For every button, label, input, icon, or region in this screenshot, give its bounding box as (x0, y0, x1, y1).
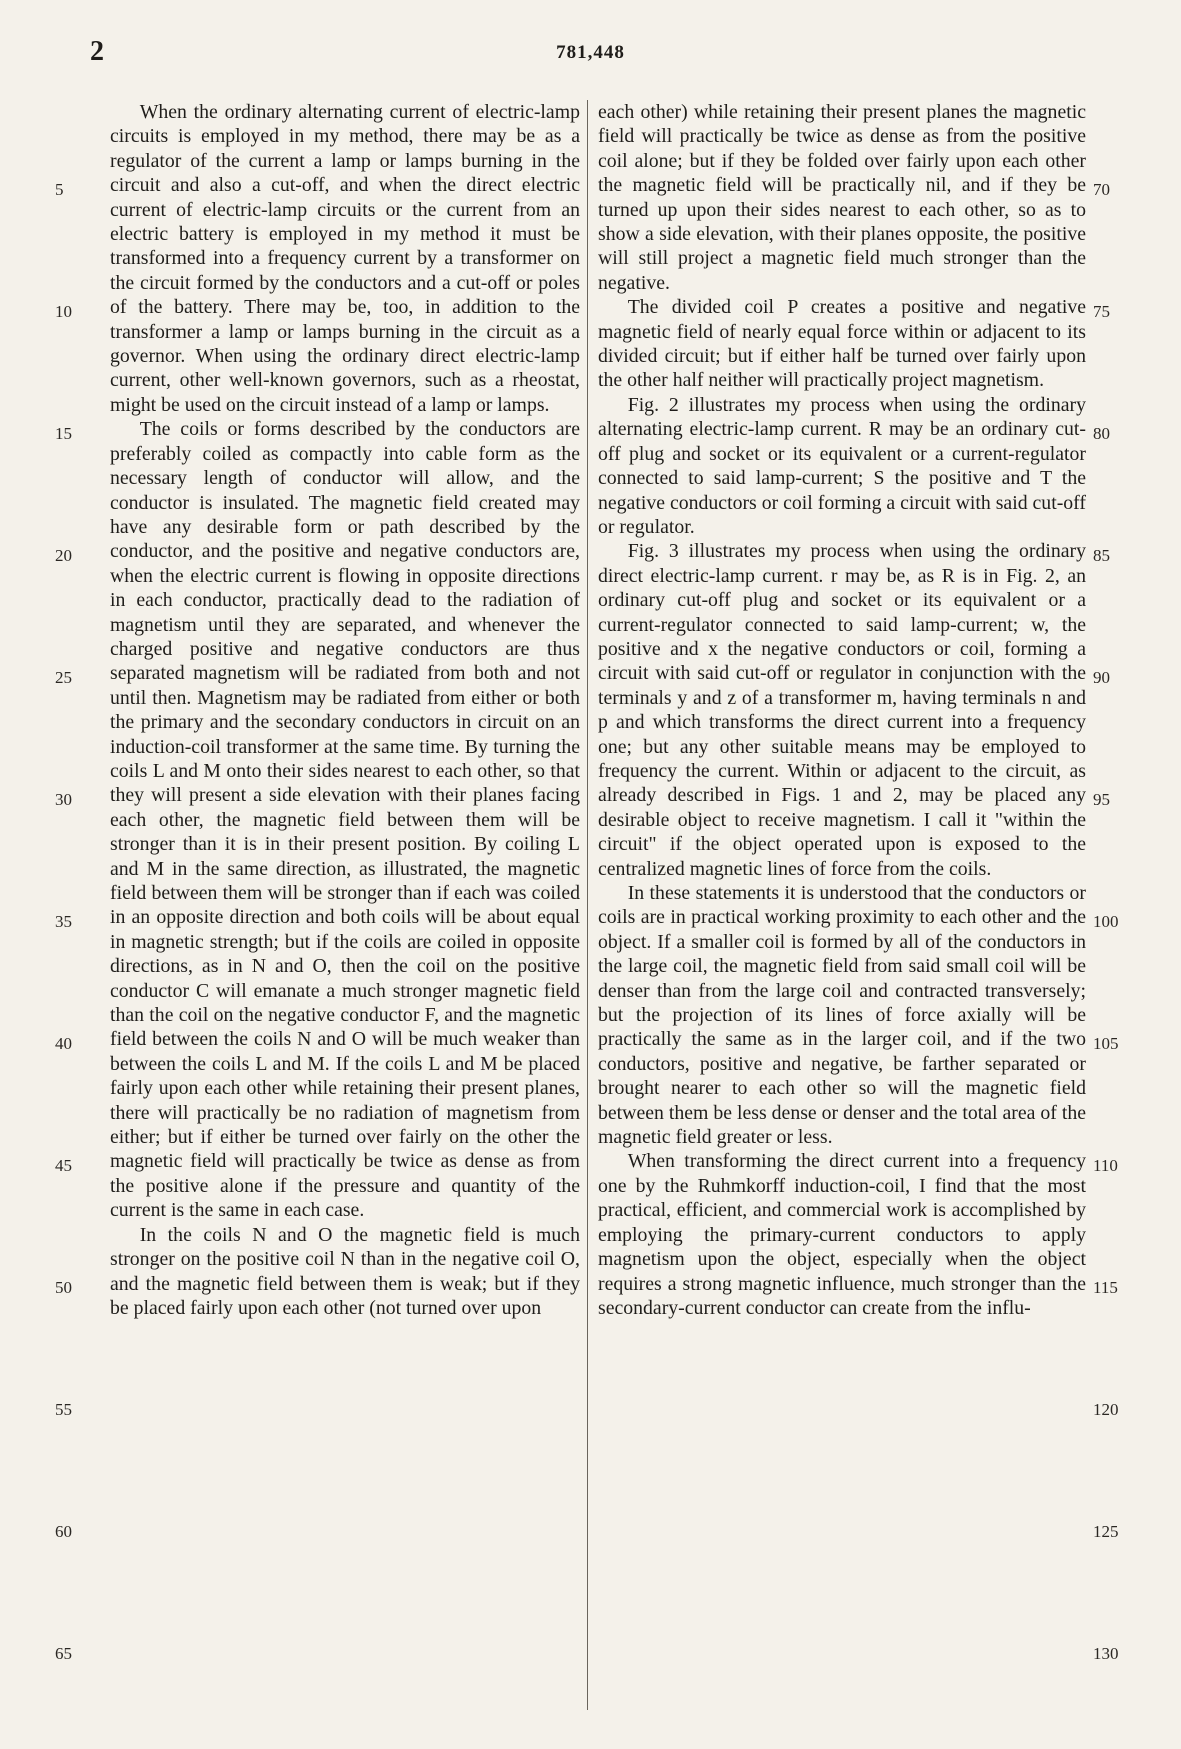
paragraph: The divided coil P creates a positive and negative magnetic field of nearly equal force within or adjacent to its divided circuit; but if either half be turned over fairly upon the other half neither will practically project magnetism. (598, 296, 1086, 392)
patent-number: 781,448 (556, 42, 625, 63)
left-line-numbers (55, 100, 95, 1720)
line-number: 100 (1093, 912, 1119, 931)
line-number: 85 (1093, 546, 1110, 565)
page-number: 2 (90, 36, 104, 67)
line-number: 105 (1093, 1034, 1119, 1053)
line-number: 45 (55, 1156, 72, 1175)
paragraph: In these statements it is understood that the conductors or coils are in practical working proximity to each other and the object. If a smaller coil is formed by all of the conductors in the large coil, the magnetic field from said small coil will be denser than from the large coil and contracted transversely; but the projection of its lines of force axially will be practically the same as in the larger coil, and if the two conductors, positive and negative, be farther separated or brought nearer to each other so will the magnetic field between them be less dense or denser and the total area of the magnetic field greater or less. (598, 882, 1086, 1149)
line-number: 65 (55, 1644, 72, 1663)
right-column (598, 100, 1086, 1720)
line-number: 110 (1093, 1156, 1118, 1175)
line-number: 90 (1093, 668, 1110, 687)
paragraph: The coils or forms described by the conductors are preferably coiled as compactly into cable form as the necessary length of conductor will allow, and the conductor is insulated. The magnetic field created may have any desirable form or path described by the conductor, and the positive and negative conductors are, when the electric current is flowing in opposite directions in each conductor, practically dead to the radiation of magnetism until they are separated, and whenever the charged positive and negative conductors are thus separated magnetism will be radiated from both and not until then. Magnetism may be radiated from either or both the primary and the secondary conductors in circuit on an induction-coil transformer at the same time. By turning the coils L and M onto their sides nearest to each other, so that they will present a side elevation with their planes facing each other, the magnetic field between them will be stronger than it is in their present position. By coiling L and M in the same direction, as illustrated, the magnetic field between them will be stronger than if each was coiled in an opposite direction and both coils will be about equal in magnetic strength; but if the coils are coiled in opposite directions, as in N and O, then the coil on the positive conductor C will emanate a much stronger magnetic field than the coil on the negative conductor F, and the magnetic field between the coils N and O will be much weaker than between the coils L and M. If the coils L and M be placed fairly upon each other while retaining their present planes, there will practically be no radiation of magnetism from either; but if either be turned over fairly on the other the magnetic field will practically be twice as dense as from the positive alone if the pressure and quantity of the current is the same in each case. (110, 418, 580, 1222)
line-number: 75 (1093, 302, 1110, 321)
line-number: 50 (55, 1278, 72, 1297)
line-number: 15 (55, 424, 72, 443)
paragraph: each other) while retaining their present planes the magnetic field will practically be twice as dense as from the positive coil alone; but if they be folded over fairly upon each other the magnetic field will be practically nil, and if they be turned up upon their sides nearest to each other, so as to show a side elevation, with their planes opposite, the positive will still project a magnetic field much stronger than the negative. (598, 101, 1086, 294)
paragraph: In the coils N and O the magnetic field is much stronger on the positive coil N than in the negative coil O, and the magnetic field between them is weak; but if they be placed fairly upon each other (not turned over upon (110, 1223, 580, 1319)
line-number: 55 (55, 1400, 72, 1419)
page-header (0, 36, 1181, 76)
left-column (110, 100, 580, 1720)
line-number: 115 (1093, 1278, 1118, 1297)
paragraph: Fig. 2 illustrates my process when using the ordinary alternating electric-lamp current. R may be an ordinary cut-off plug and socket or its equivalent or a current-regulator connected to said lamp-current; S the positive and T the negative conductors or coil forming a circuit with said cut-off or regulator. (598, 393, 1086, 538)
line-number: 60 (55, 1522, 72, 1541)
line-number: 70 (1093, 180, 1110, 199)
line-number: 5 (55, 180, 64, 199)
line-number: 30 (55, 790, 72, 809)
line-number: 125 (1093, 1522, 1119, 1541)
paragraph: When the ordinary alternating current of electric-lamp circuits is employed in my method, there may be as a regulator of the current a lamp or lamps burning in the circuit and also a cut-off, and when the direct electric current of electric-lamp circuits or the current from an electric battery is employed in my method it must be transformed into a frequency current by a transformer on the circuit formed by the conductors and a cut-off or poles of the battery. There may be, too, in addition to the transformer a lamp or lamps burning in the circuit as a governor. When using the ordinary direct electric-lamp current, other well-known governors, such as a rheostat, might be used on the circuit instead of a lamp or lamps. (110, 101, 580, 416)
right-line-numbers (1093, 100, 1133, 1720)
paragraph: When transforming the direct current into a frequency one by the Ruhmkorff induction-coil, I find that the most practical, efficient, and commercial work is accomplished by employing the primary-current conductors to apply magnetism upon the object, especially when the object requires a strong magnetic influence, much stronger than the secondary-current conductor can create from the influ- (598, 1150, 1086, 1319)
line-number: 25 (55, 668, 72, 687)
column-divider (587, 100, 588, 1710)
line-number: 80 (1093, 424, 1110, 443)
line-number: 10 (55, 302, 72, 321)
line-number: 40 (55, 1034, 72, 1053)
line-number: 130 (1093, 1644, 1119, 1663)
line-number: 95 (1093, 790, 1110, 809)
paragraph: Fig. 3 illustrates my process when using the ordinary direct electric-lamp current. r may be, as R is in Fig. 2, an ordinary cut-off plug and socket or its equivalent or a current-regulator connected to said lamp-current; w, the positive and x the negative conductors or coil, forming a circuit with said cut-off or regulator in conjunction with the terminals y and z of a transformer m, having terminals n and p and which transforms the direct current into a frequency one; but any other suitable means may be employed to frequency the current. Within or adjacent to the circuit, as already described in Figs. 1 and 2, may be placed any desirable object to receive magnetism. I call it "within the circuit" if the object operated upon is exposed to the centralized magnetic lines of force from the coils. (598, 540, 1086, 880)
line-number: 120 (1093, 1400, 1119, 1419)
line-number: 35 (55, 912, 72, 931)
line-number: 20 (55, 546, 72, 565)
